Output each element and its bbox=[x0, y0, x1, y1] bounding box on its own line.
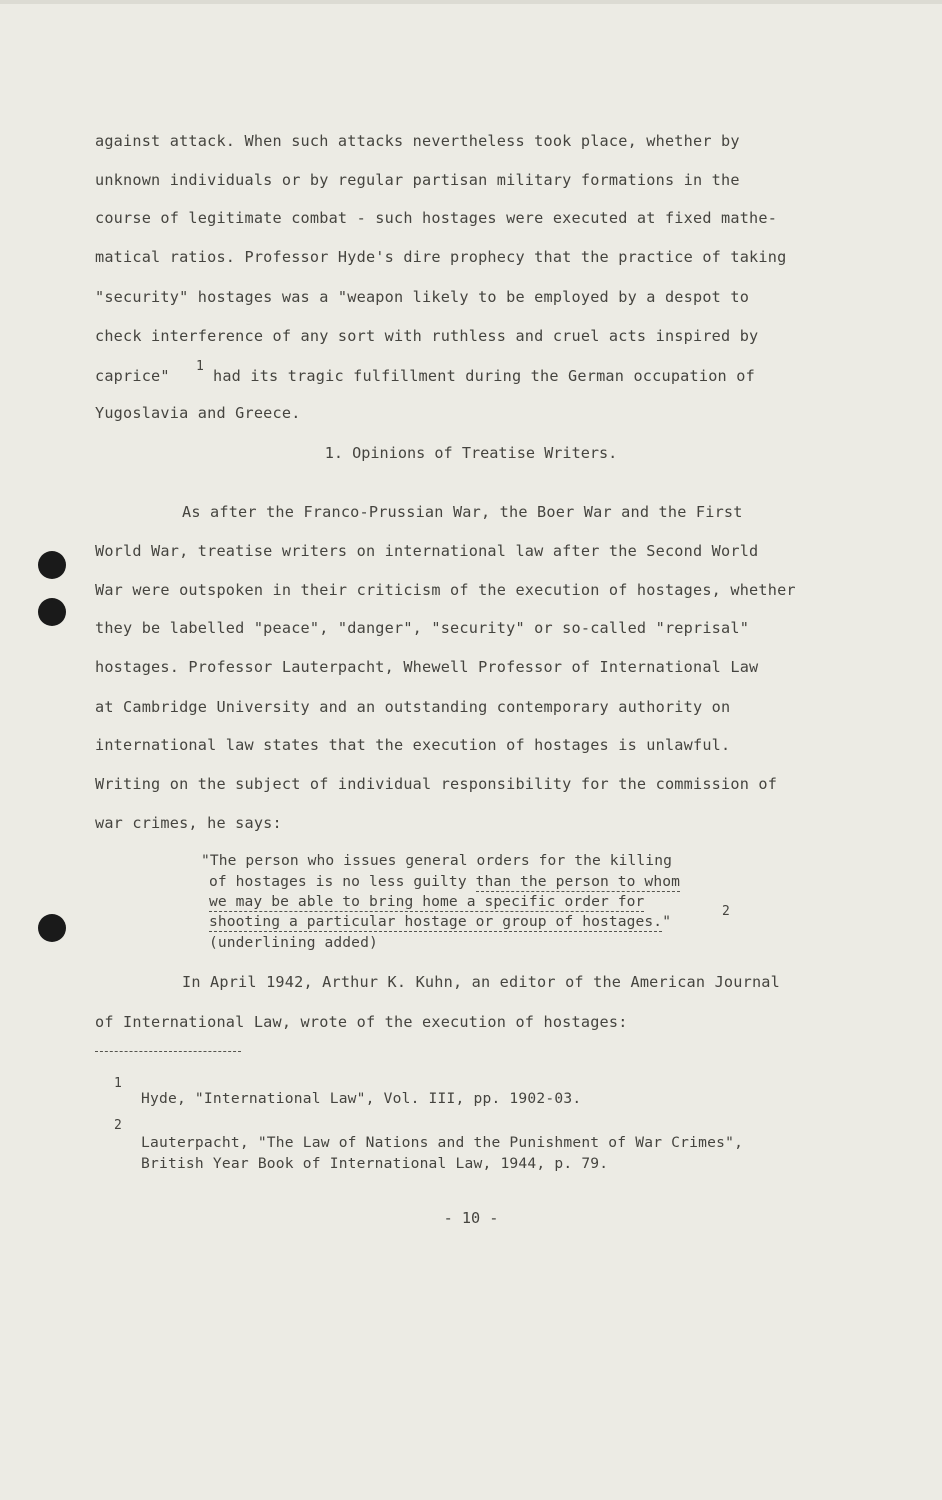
footnote-separator bbox=[95, 1051, 241, 1052]
body-line: of International Law, wrote of the execution of hostages: bbox=[95, 1013, 628, 1031]
quote-line bbox=[209, 892, 644, 912]
body-line: caprice" bbox=[95, 367, 170, 385]
body-line: at Cambridge University and an outstanding contemporary authority on bbox=[95, 698, 731, 716]
underlined-text: we may be able to bring home a specific order for bbox=[209, 893, 645, 910]
footnote-text: Hyde, "International Law", Vol. III, pp. 1902-03. bbox=[141, 1090, 582, 1107]
body-line: unknown individuals or by regular partisan military formations in the bbox=[95, 171, 740, 189]
body-line: check interference of any sort with ruthless and cruel acts inspired by bbox=[95, 327, 759, 345]
body-line: In April 1942, Arthur K. Kuhn, an editor of the American Journal bbox=[182, 973, 780, 991]
body-line: they be labelled "peace", "danger", "security" or so-called "reprisal" bbox=[95, 619, 750, 637]
footnote-number: 2 bbox=[114, 1118, 122, 1133]
body-line: As after the Franco-Prussian War, the Boer War and the First bbox=[182, 503, 743, 521]
underlined-text: shooting a particular hostage or group of hostages. bbox=[209, 913, 663, 930]
body-line: hostages. Professor Lauterpacht, Whewell Professor of International Law bbox=[95, 658, 759, 676]
quote-line: "The person who issues general orders for the killing bbox=[201, 852, 672, 869]
body-line: international law states that the execution of hostages is unlawful. bbox=[95, 736, 731, 754]
quote-note: (underlining added) bbox=[209, 934, 378, 951]
body-line: matical ratios. Professor Hyde's dire prophecy that the practice of taking bbox=[95, 248, 787, 266]
body-line: World War, treatise writers on international law after the Second World bbox=[95, 542, 759, 560]
quote-line bbox=[209, 872, 680, 892]
quote-text: of hostages is no less guilty bbox=[209, 873, 467, 890]
punch-hole-top bbox=[38, 551, 66, 579]
punch-hole-bottom bbox=[38, 914, 66, 942]
punch-hole-middle bbox=[38, 598, 66, 626]
underlined-text: than the person to whom bbox=[475, 873, 680, 890]
scan-edge bbox=[0, 0, 942, 4]
body-line: Yugoslavia and Greece. bbox=[95, 404, 301, 422]
body-line: had its tragic fulfillment during the German occupation of bbox=[213, 367, 755, 385]
footnote-number: 1 bbox=[114, 1076, 122, 1091]
footnote-text: British Year Book of International Law, 1944, p. 79. bbox=[141, 1155, 609, 1172]
footnote-text: Lauterpacht, "The Law of Nations and the Punishment of War Crimes", bbox=[141, 1134, 744, 1151]
body-line: war crimes, he says: bbox=[95, 814, 282, 832]
quote-line bbox=[209, 912, 671, 932]
footnote-ref-1: 1 bbox=[196, 359, 204, 374]
body-line: Writing on the subject of individual responsibility for the commission of bbox=[95, 775, 778, 793]
body-line: War were outspoken in their criticism of the execution of hostages, whether bbox=[95, 581, 796, 599]
body-line: "security" hostages was a "weapon likely to be employed by a despot to bbox=[95, 288, 750, 306]
footnote-ref-2: 2 bbox=[722, 904, 730, 919]
section-heading: 1. Opinions of Treatise Writers. bbox=[324, 444, 618, 462]
quote-text: " bbox=[662, 913, 672, 930]
body-line: against attack. When such attacks nevertheless took place, whether by bbox=[95, 132, 740, 150]
body-line: course of legitimate combat - such hostages were executed at fixed mathe- bbox=[95, 209, 778, 227]
page-number: - 10 - bbox=[443, 1209, 499, 1227]
